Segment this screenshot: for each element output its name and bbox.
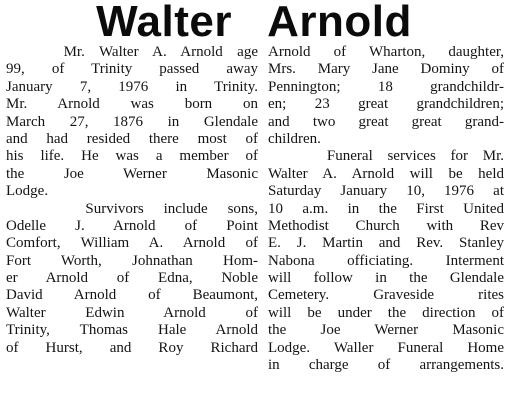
left-line-12: Comfort, William A. Arnold of	[6, 235, 258, 252]
right-line-11: Methodist Church with Rev	[268, 217, 504, 234]
right-line-8: Walter A. Arnold will be held	[268, 165, 504, 182]
left-line-10: Survivors include sons,	[6, 200, 258, 217]
left-line-1: Mr. Walter A. Arnold age	[6, 44, 258, 60]
left-line-17: Trinity, Thomas Hale Arnold	[6, 322, 258, 339]
right-line-6: children.	[268, 130, 321, 147]
left-line-5: March 27, 1876 in Glendale	[6, 113, 258, 130]
right-line-9: Saturday January 10, 1976 at	[268, 183, 504, 200]
right-line-5: and two great great grand-	[268, 113, 504, 130]
right-line-15: Cemetery. Graveside rites	[268, 287, 504, 304]
right-line-17: the Joe Werner Masonic	[268, 322, 504, 339]
right-line-10: 10 a.m. in the First United	[268, 200, 504, 217]
right-line-19: in charge of arrangements.	[268, 357, 504, 374]
right-column	[268, 44, 504, 374]
left-line-3: January 7, 1976 in Trinity.	[6, 78, 258, 95]
left-line-16: Walter Edwin Arnold of	[6, 304, 258, 321]
right-line-1: Arnold of Wharton, daughter,	[268, 44, 504, 60]
right-line-12: E. J. Martin and Rev. Stanley	[268, 235, 504, 252]
left-line-6: and had resided there most of	[6, 130, 258, 147]
left-line-7: his life. He was a member of	[6, 148, 258, 165]
right-line-7: Funeral services for Mr.	[268, 148, 504, 165]
right-line-18: Lodge. Waller Funeral Home	[268, 339, 504, 356]
right-line-2: Mrs. Mary Jane Dominy of	[268, 61, 504, 78]
right-line-4: en; 23 great grandchildren;	[268, 96, 504, 113]
left-column	[6, 44, 258, 357]
right-line-14: will follow in the Glendale	[268, 270, 504, 287]
left-line-15: David Arnold of Beaumont,	[6, 287, 258, 304]
left-line-13: Fort Worth, Johnathan Hom-	[6, 252, 258, 269]
left-line-9: Lodge.	[6, 183, 49, 200]
left-line-2: 99, of Trinity passed away	[6, 61, 258, 78]
right-line-3: Pennington; 18 grandchildr-	[268, 78, 504, 95]
left-line-11: Odelle J. Arnold of Point	[6, 217, 258, 234]
left-line-4: Mr. Arnold was born on	[6, 96, 258, 113]
right-line-16: will be under the direction of	[268, 304, 504, 321]
left-line-14: er Arnold of Edna, Noble	[6, 270, 258, 287]
obituary-headline: Walter Arnold	[96, 0, 412, 46]
left-line-8: the Joe Werner Masonic	[6, 165, 258, 182]
right-line-13: Nabona officiating. Interment	[268, 252, 504, 269]
left-line-18: of Hurst, and Roy Richard	[6, 339, 258, 356]
